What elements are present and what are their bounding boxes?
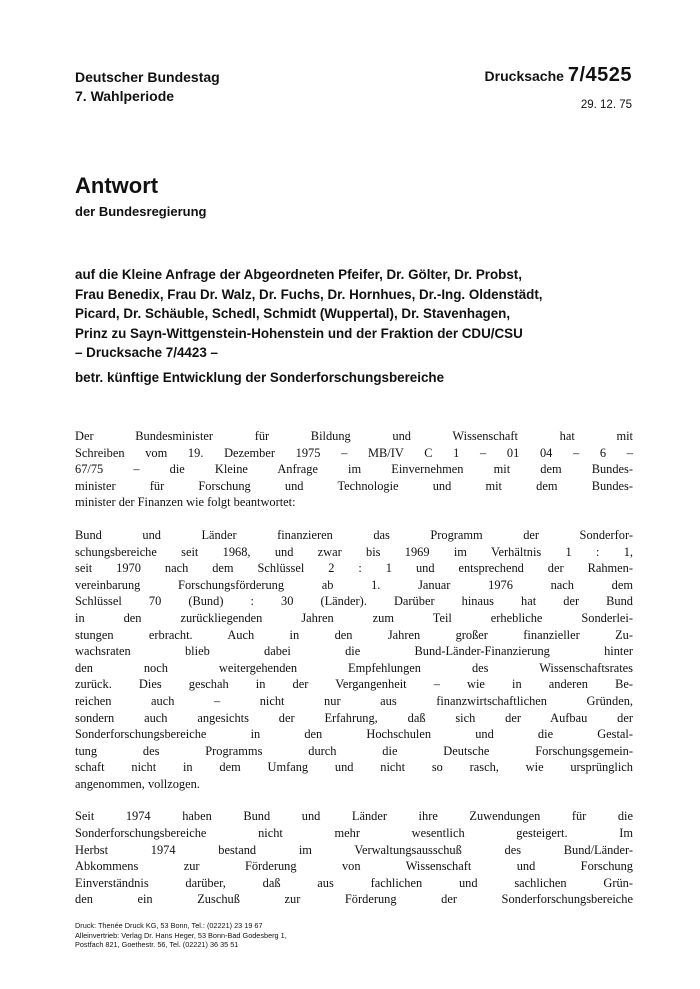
text-line: den ein Zuschuß zur Förderung der Sonderforschungsbereiche [75, 892, 633, 907]
text-line: wachsraten blieb dabei die Bund-Länder-Finanzierung hinter [75, 644, 633, 659]
inquiry-block [75, 265, 635, 363]
text-line: Einverständnis darüber, daß aus fachlichen und sachlichen Grün- [75, 875, 633, 890]
text-line: zurück. Dies geschah in der Vergangenheit – wie in anderen Be- [75, 677, 633, 692]
header-right [485, 64, 632, 111]
text-line: Schlüssel 70 (Bund) : 30 (Länder). Darüber hinaus hat der Bund [75, 594, 633, 609]
document-title: Antwort [75, 173, 159, 198]
text-line: Seit 1974 haben Bund und Länder ihre Zuwendungen für die [75, 809, 633, 824]
text-line: angenommen, vollzogen. [75, 776, 200, 791]
text-line: minister für Forschung und Technologie und mit dem Bundes- [75, 478, 633, 493]
body-text [75, 428, 633, 924]
drucksache-label: Drucksache [484, 68, 564, 84]
printer-imprint [75, 921, 287, 950]
text-line: reichen auch – nicht nur aus finanzwirtschaftlichen Gründen, [75, 693, 633, 708]
text-line: Bund und Länder finanzieren das Programm der Sonderfor- [75, 527, 633, 542]
drucksache-number: 7/4525 [567, 64, 632, 86]
text-line: seit 1970 nach dem Schlüssel 2 : 1 und entsprechend der Rahmen- [75, 561, 633, 576]
text-line: Abkommens zur Förderung von Wissenschaft und Forschung [75, 859, 633, 874]
text-line: minister der Finanzen wie folgt beantwortet: [75, 495, 296, 510]
paragraph-3 [75, 808, 633, 908]
inquiry-line: Prinz zu Sayn-Wittgenstein-Hohenstein und der Fraktion der CDU/CSU [75, 325, 523, 341]
text-line: schungsbereiche seit 1968, und zwar bis 1969 im Verhältnis 1 : 1, [75, 544, 633, 559]
text-line: den noch weitergehenden Empfehlungen des Wissenschaftsrates [75, 660, 633, 675]
text-line: schaft nicht in dem Umfang und nicht so rasch, wie ursprünglich [75, 760, 633, 775]
header-left [75, 68, 220, 106]
text-line: Sonderforschungsbereiche nicht mehr wesentlich gesteigert. Im [75, 826, 633, 841]
inquiry-line: – Drucksache 7/4423 – [75, 345, 218, 361]
inquiry-line: Picard, Dr. Schäuble, Schedl, Schmidt (Wuppertal), Dr. Stavenhagen, [75, 306, 511, 322]
imprint-line: Alleinvertrieb: Verlag Dr. Hans Heger, 53 Bonn-Bad Godesberg 1, [75, 930, 287, 940]
legislative-period: 7. Wahlperiode [75, 88, 175, 104]
text-line: Der Bundesminister für Bildung und Wissenschaft hat mit [75, 429, 633, 443]
text-line: 67/75 – die Kleine Anfrage im Einvernehmen mit dem Bundes- [75, 462, 633, 477]
text-line: vereinbarung Forschungsförderung ab 1. Januar 1976 nach dem [75, 577, 633, 592]
imprint-line: Druck: Thenée Druck KG, 53 Bonn, Tel.: (02221) 23 19 67 [75, 921, 263, 930]
text-line: tung des Programms durch die Deutsche Forschungsgemein- [75, 743, 633, 758]
inquiry-line: Frau Benedix, Frau Dr. Walz, Dr. Fuchs, Dr. Hornhues, Dr.-Ing. Oldenstädt, [75, 286, 543, 302]
paragraph-2 [75, 527, 633, 793]
text-line: Schreiben vom 19. Dezember 1975 – MB/IV C 1 – 01 04 – 6 – [75, 445, 633, 460]
paragraph-1 [75, 428, 633, 511]
imprint-line: Postfach 821, Goethestr. 56, Tel. (02221) 36 35 51 [75, 940, 239, 949]
document-subtitle: der Bundesregierung [75, 204, 207, 219]
text-line: sondern auch angesichts der Erfahrung, daß sich der Aufbau der [75, 710, 633, 725]
org-name: Deutscher Bundestag [75, 69, 220, 85]
text-line: stungen erbracht. Auch in den Jahren großer finanzieller Zu- [75, 627, 633, 642]
text-line: Herbst 1974 bestand im Verwaltungsausschuß des Bund/Länder- [75, 842, 633, 857]
document-date: 29. 12. 75 [580, 99, 632, 111]
drucksache [485, 64, 632, 87]
inquiry-line: auf die Kleine Anfrage der Abgeordneten Pfeifer, Dr. Gölter, Dr. Probst, [75, 267, 522, 282]
subject-line: betr. künftige Entwicklung der Sonderforschungsbereiche [75, 370, 445, 385]
text-line: in den zurückliegenden Jahren zum Teil erhebliche Sonderlei- [75, 610, 633, 625]
text-line: Sonderforschungsbereiche in den Hochschulen und die Gestal- [75, 727, 633, 742]
